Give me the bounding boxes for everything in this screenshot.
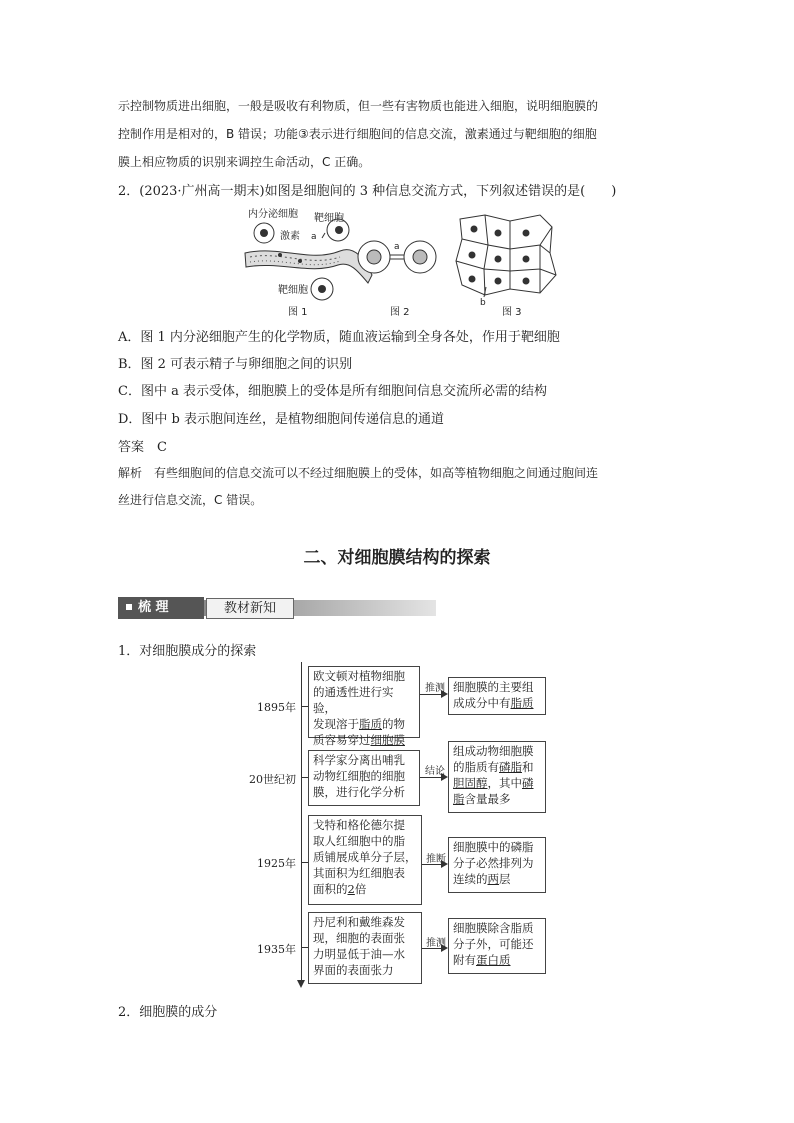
option-d[interactable]: D．图中 b 表示胞间连丝，是植物细胞间传递信息的通道 [118, 412, 445, 427]
analysis-line-2: 丝进行信息交流，C 错误。 [118, 493, 263, 507]
question-stem: 2．(2023·广州高一期末)如图是细胞间的 3 种信息交流方式，下列叙述错误的是( ) [118, 184, 617, 199]
timeline-tag-3: 推断 [426, 854, 446, 865]
result-1-line-1: 细胞膜的主要组 [453, 680, 534, 694]
result-2-line-2: 的脂质有磷脂和 [453, 760, 534, 774]
label-hormone: 激素 [280, 231, 300, 242]
result-1-line-2: 成成分中有脂质 [453, 696, 534, 710]
timeline-year-3: 1925年 [257, 857, 296, 870]
event-3-line-4: 其面积为红细胞表 [313, 866, 405, 880]
heading-membrane-components: 2．细胞膜的成分 [118, 1005, 218, 1020]
timeline-event-2 [308, 750, 420, 806]
timeline-year-4: 1935年 [257, 943, 296, 956]
figure-1-drawing [245, 219, 372, 300]
event-2-line-1: 科学家分离出哺乳 [313, 753, 405, 767]
intro-line-2: 控制作用是相对的，B 错误；功能③表示进行细胞间的信息交流，激素通过与靶细胞的细胞 [118, 127, 597, 141]
figure-3-drawing [456, 215, 556, 297]
event-4-line-1: 丹尼利和戴维森发 [313, 915, 405, 929]
result-4-line-2: 分子外，可能还 [453, 937, 534, 951]
section-title: 二、对细胞膜结构的探索 [303, 548, 491, 568]
timeline-event-1 [308, 666, 420, 747]
arrow-1-head [441, 690, 448, 698]
cell-communication-figures [240, 205, 560, 317]
result-2-line-1: 组成动物细胞膜 [453, 744, 534, 758]
label-endocrine-cell: 内分泌细胞 [248, 209, 298, 220]
label-a-fig1: a [311, 232, 317, 242]
arrow-4 [422, 948, 442, 949]
timeline-axis-arrow [297, 980, 305, 988]
square-icon [126, 604, 132, 610]
arrow-2-head [441, 773, 448, 781]
timeline-axis [301, 662, 302, 984]
event-3-line-2: 取人红细胞中的脂 [313, 834, 405, 848]
event-2-line-2: 动物红细胞的细胞 [313, 769, 405, 783]
analysis-line-1: 解析 有些细胞间的信息交流可以不经过细胞膜上的受体，如高等植物细胞之间通过胞间连 [118, 466, 599, 480]
event-3-line-1: 戈特和格伦德尔提 [313, 818, 405, 832]
label-target-cell-top: 靶细胞 [314, 213, 344, 224]
timeline-result-2 [448, 741, 546, 813]
caption-fig2: 图 2 [390, 307, 410, 317]
intro-line-3: 膜上相应物质的识别来调控生命活动，C 正确。 [118, 155, 371, 169]
event-1-line-4: 质容易穿过细胞膜 [313, 733, 405, 747]
arrow-2 [420, 777, 442, 778]
result-2-line-4: 脂含量最多 [453, 792, 511, 806]
option-c[interactable]: C．图中 a 表示受体，细胞膜上的受体是所有细胞间信息交流所必需的结构 [118, 384, 547, 399]
label-b-fig3: b [480, 298, 486, 308]
caption-fig1: 图 1 [288, 307, 308, 317]
timeline-result-3 [448, 837, 546, 893]
arrow-3-head [441, 860, 448, 868]
result-2-line-3: 胆固醇，其中磷 [453, 776, 534, 790]
event-1-line-1: 欧文顿对植物细胞 [313, 669, 405, 683]
banner-right: 教材新知 [206, 598, 294, 619]
timeline-event-4 [308, 912, 422, 984]
event-4-line-4: 界面的表面张力 [313, 963, 394, 977]
timeline-year-2: 20世纪初 [249, 773, 296, 786]
timeline-tag-4: 推测 [426, 938, 446, 949]
banner-left-label: 梳 理 [138, 600, 169, 615]
event-4-line-3: 力明显低于油—水 [313, 947, 405, 961]
result-3-line-3: 连续的两层 [453, 872, 511, 886]
label-a-fig2: a [394, 242, 400, 252]
option-a[interactable]: A．图 1 内分泌细胞产生的化学物质，随血液运输到全身各处，作用于靶细胞 [118, 330, 560, 345]
intro-line-1: 示控制物质进出细胞，一般是吸收有利物质，但一些有害物质也能进入细胞，说明细胞膜的 [118, 99, 599, 113]
timeline-result-1 [448, 677, 546, 715]
result-4-line-3: 附有蛋白质 [453, 953, 511, 967]
arrow-3 [422, 864, 442, 865]
section-banner [118, 597, 436, 619]
timeline-tag-1: 推测 [425, 683, 445, 694]
result-4-line-1: 细胞膜除含脂质 [453, 921, 534, 935]
result-3-line-2: 分子必然排列为 [453, 856, 534, 870]
timeline-result-4 [448, 918, 546, 974]
answer: 答案 C [118, 440, 167, 455]
event-4-line-2: 现，细胞的表面张 [313, 931, 405, 945]
event-3-line-5: 面积的2倍 [313, 882, 367, 896]
banner-left [118, 597, 204, 619]
caption-fig3: 图 3 [502, 307, 522, 317]
event-1-line-3: 发现溶于脂质的物 [313, 717, 405, 731]
timeline-event-3 [308, 815, 422, 905]
event-3-line-3: 质铺展成单分子层， [313, 850, 417, 864]
label-target-cell-bottom: 靶细胞 [278, 285, 308, 296]
arrow-4-head [441, 944, 448, 952]
event-2-line-3: 膜，进行化学分析 [313, 785, 405, 799]
timeline-year-1: 1895年 [257, 701, 296, 714]
result-3-line-1: 细胞膜中的磷脂 [453, 840, 534, 854]
event-1-line-2: 的通透性进行实验， [313, 685, 394, 715]
timeline-tag-2: 结论 [425, 766, 445, 777]
heading-membrane-component-exploration: 1．对细胞膜成分的探索 [118, 644, 257, 659]
arrow-1 [420, 694, 442, 695]
option-b[interactable]: B．图 2 可表示精子与卵细胞之间的识别 [118, 357, 353, 372]
